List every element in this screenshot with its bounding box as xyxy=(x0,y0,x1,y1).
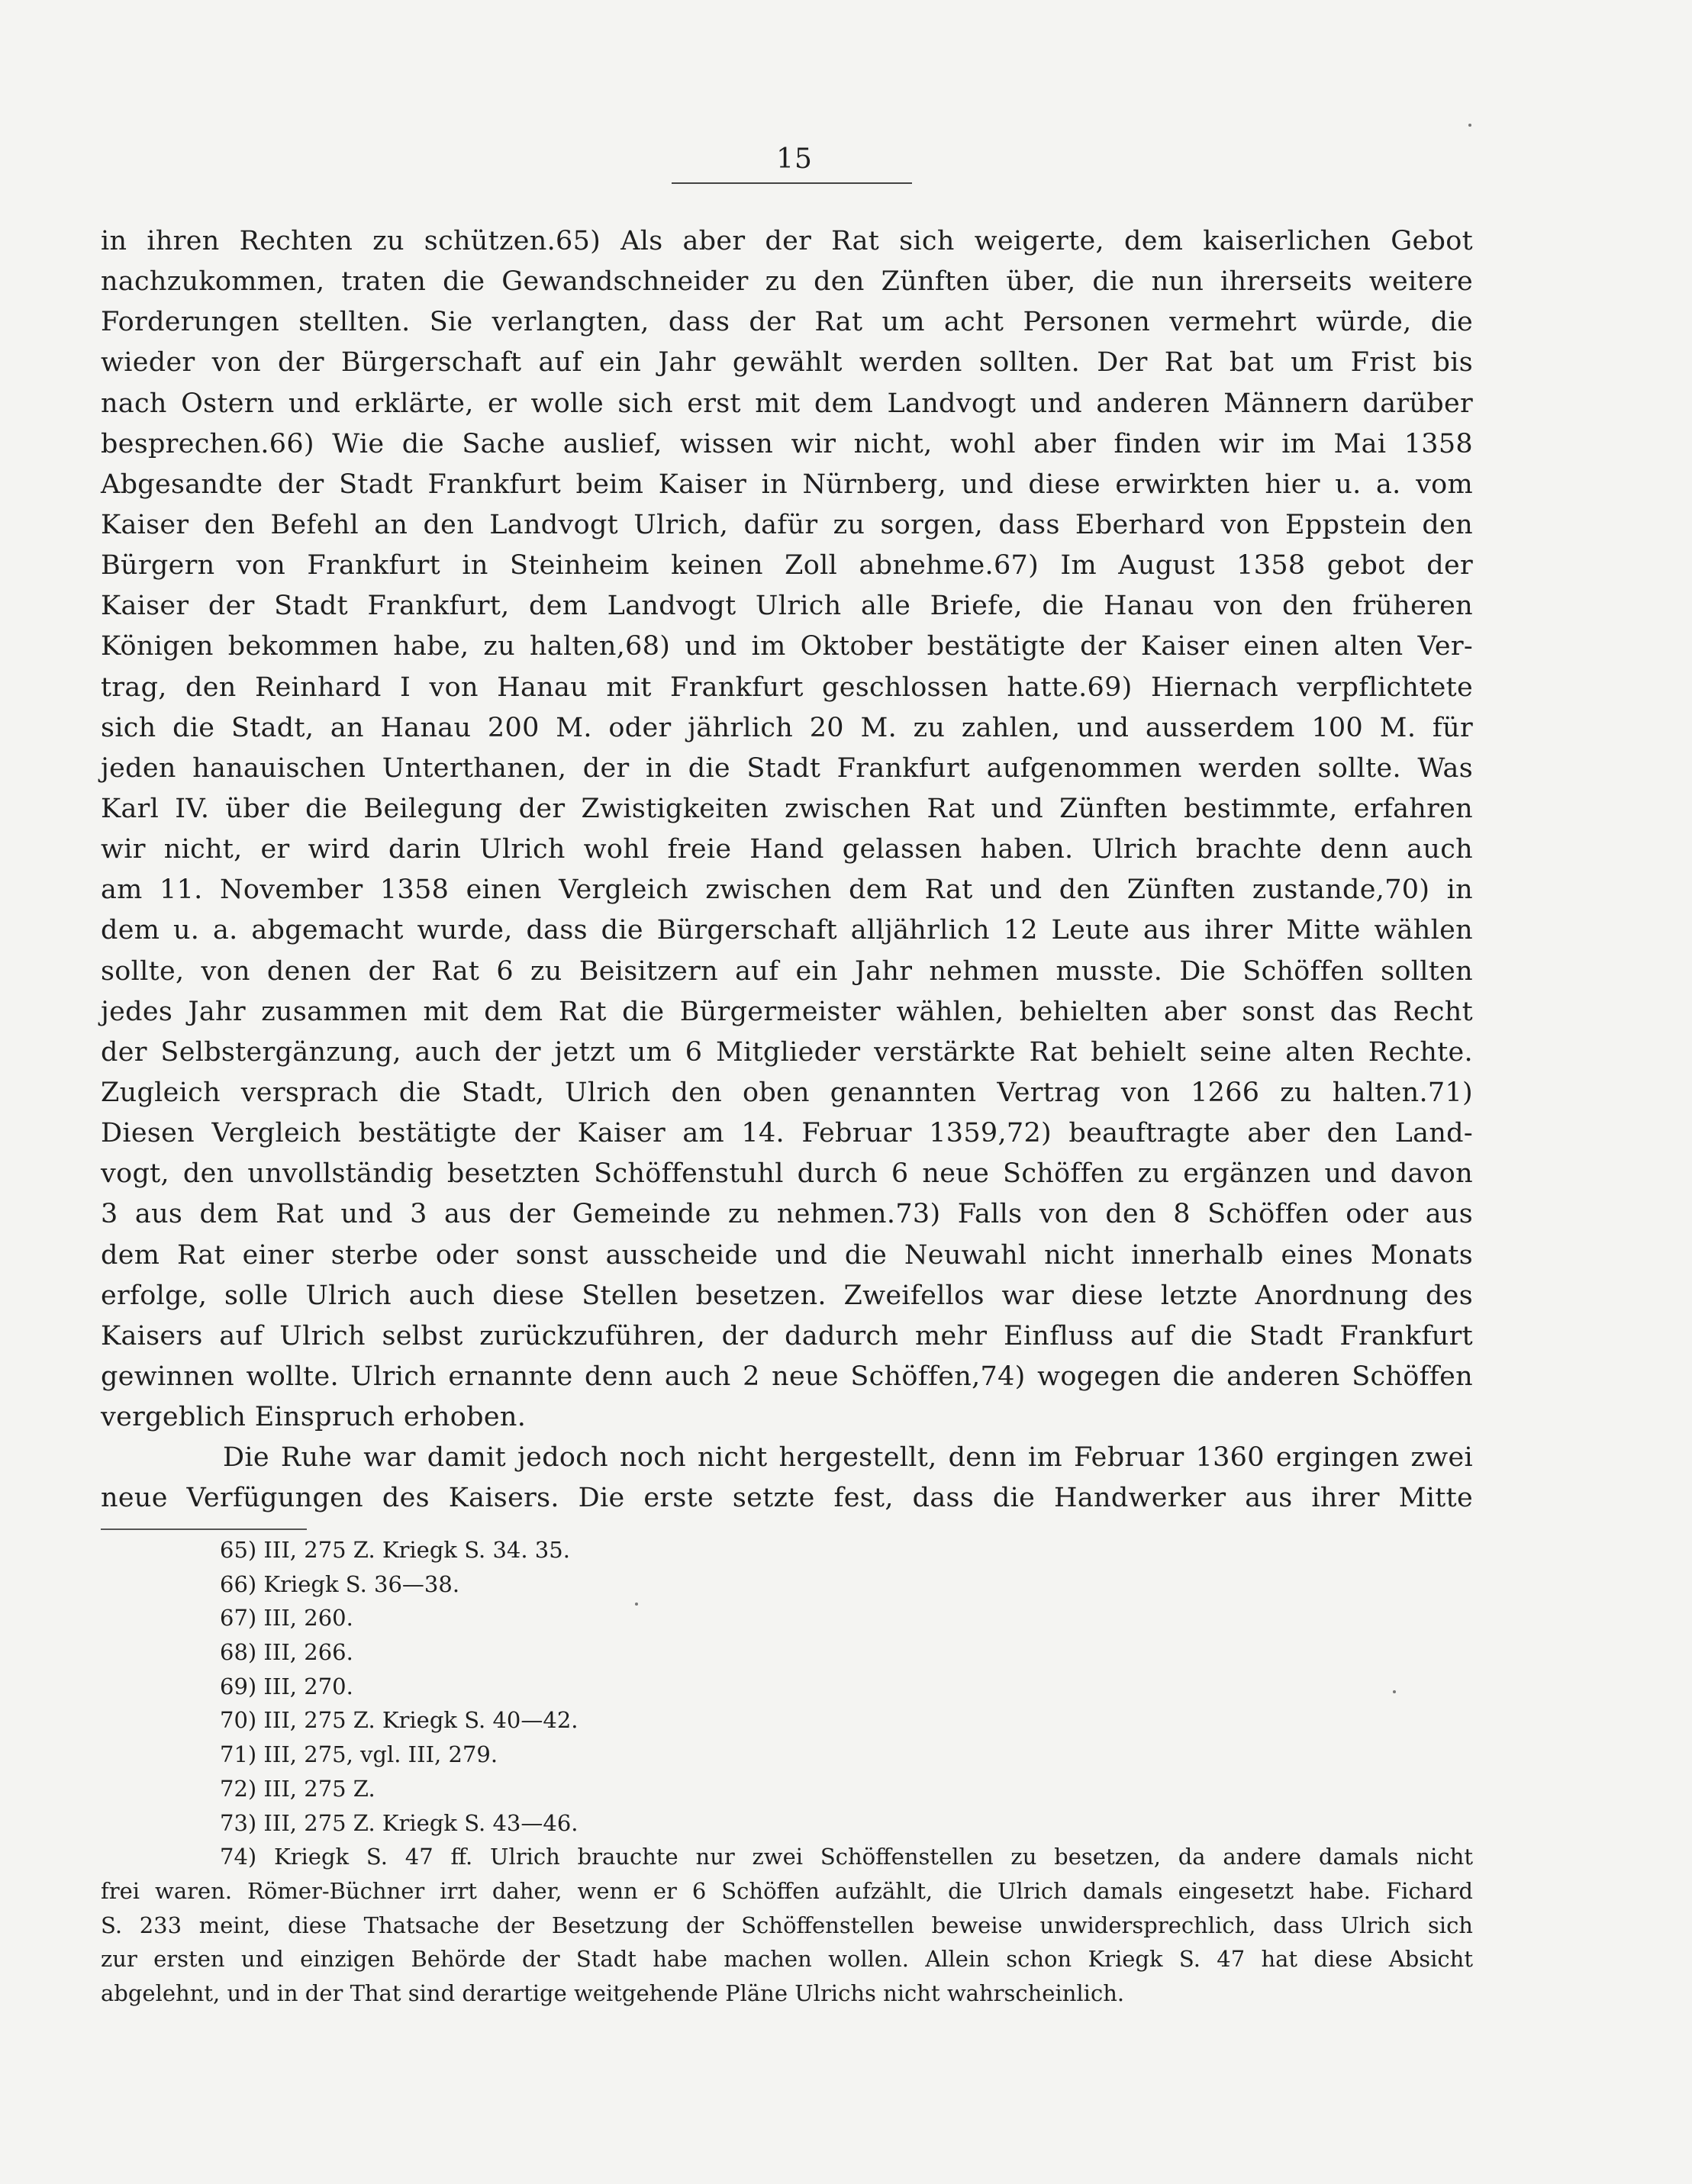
body-line: sich die Stadt, an Hanau 200 M. oder jährlich 20 M. zu zahlen, und ausserdem 100 M. für xyxy=(101,712,1473,743)
body-line: am 11. November 1358 einen Vergleich zwischen dem Rat und den Zünften zustande,70) in xyxy=(101,875,1473,906)
body-line: 3 aus dem Rat und 3 aus der Gemeinde zu nehmen.73) Falls von den 8 Schöffen oder aus xyxy=(101,1199,1473,1230)
footnote: 67) III, 260. xyxy=(220,1605,353,1632)
body-line: Kaiser der Stadt Frankfurt, dem Landvogt Ulrich alle Briefe, die Hanau von den früheren xyxy=(101,591,1473,622)
body-line: besprechen.66) Wie die Sache auslief, wissen wir nicht, wohl aber finden wir im Mai 1358 xyxy=(101,428,1473,459)
body-line: jedes Jahr zusammen mit dem Rat die Bürgermeister wählen, behielten aber sonst das Recht xyxy=(101,996,1473,1027)
body-line: wieder von der Bürgerschaft auf ein Jahr gewählt werden sollten. Der Rat bat um Frist bis xyxy=(101,347,1473,378)
body-line: Kaisers auf Ulrich selbst zurückzuführen, der dadurch mehr Einfluss auf die Stadt Frankfurt xyxy=(101,1320,1473,1351)
body-line: vergeblich Einspruch erhoben. xyxy=(101,1402,527,1433)
body-line: Kaiser den Befehl an den Landvogt Ulrich, dafür zu sorgen, dass Eberhard von Eppstein den xyxy=(101,509,1473,540)
body-text xyxy=(101,221,1473,1519)
footnote: 73) III, 275 Z. Kriegk S. 43—46. xyxy=(220,1809,579,1836)
body-line: sollte, von denen der Rat 6 zu Beisitzern auf ein Jahr nehmen musste. Die Schöffen sollten xyxy=(101,955,1473,987)
scan-speck xyxy=(1393,1690,1396,1693)
body-line: Königen bekommen habe, zu halten,68) und im Oktober bestätigte der Kaiser einen alten Ver- xyxy=(101,631,1473,662)
body-line: nachzukommen, traten die Gewandschneider zu den Zünften über, die nun ihrerseits weitere xyxy=(101,266,1473,298)
footnote: 66) Kriegk S. 36—38. xyxy=(220,1570,460,1597)
body-line: dem u. a. abgemacht wurde, dass die Bürgerschaft alljährlich 12 Leute aus ihrer Mitte wählen xyxy=(101,915,1473,946)
footnote: 70) III, 275 Z. Kriegk S. 40—42. xyxy=(220,1707,579,1734)
body-line: Zugleich versprach die Stadt, Ulrich den oben genannten Vertrag von 1266 zu halten.71) xyxy=(101,1077,1473,1108)
footnote: 65) III, 275 Z. Kriegk S. 34. 35. xyxy=(220,1537,570,1563)
body-line: Abgesandte der Stadt Frankfurt beim Kaiser in Nürnberg, und diese erwirkten hier u. a. vom xyxy=(101,469,1473,500)
body-line: Karl IV. über die Beilegung der Zwistigkeiten zwischen Rat und Zünften bestimmte, erfahren xyxy=(101,793,1473,824)
body-line: nach Ostern und erklärte, er wolle sich erst mit dem Landvogt und anderen Männern darüber xyxy=(101,388,1473,419)
body-line-paragraph-start: Die Ruhe war damit jedoch noch nicht hergestellt, denn im Februar 1360 ergingen zwei xyxy=(223,1442,1473,1474)
footnote-74-line: 74) Kriegk S. 47 ff. Ulrich brauchte nur zwei Schöffenstellen zu besetzen, da andere damals nicht xyxy=(220,1844,1473,1870)
footnote-74-line: frei waren. Römer-Büchner irrt daher, wenn er 6 Schöffen aufzählt, die Ulrich damals eingesetzt habe. Fichard xyxy=(101,1877,1473,1904)
page-number: 15 xyxy=(776,143,813,175)
footnote-74-line: abgelehnt, und in der That sind derartige weitgehende Pläne Ulrichs nicht wahrscheinlich. xyxy=(101,1979,1125,2006)
footnote-separator xyxy=(101,1528,307,1530)
body-line: Forderungen stellten. Sie verlangten, dass der Rat um acht Personen vermehrt würde, die xyxy=(101,307,1473,338)
body-line: Bürgern von Frankfurt in Steinheim keinen Zoll abnehme.67) Im August 1358 gebot der xyxy=(101,550,1473,581)
footnote: 71) III, 275, vgl. III, 279. xyxy=(220,1741,498,1768)
page-number-rule xyxy=(672,182,912,184)
footnote-74-line: zur ersten und einzigen Behörde der Stadt habe machen wollen. Allein schon Kriegk S. 47 hat diese Absicht xyxy=(101,1946,1473,1973)
footnote: 69) III, 270. xyxy=(220,1673,353,1699)
body-line: in ihren Rechten zu schützen.65) Als aber der Rat sich weigerte, dem kaiserlichen Gebot xyxy=(101,226,1473,256)
scan-speck xyxy=(635,1603,638,1606)
scan-speck xyxy=(1468,124,1471,127)
body-line: dem Rat einer sterbe oder sonst ausscheide und die Neuwahl nicht innerhalb eines Monats xyxy=(101,1239,1473,1271)
body-line: erfolge, solle Ulrich auch diese Stellen besetzen. Zweifellos war diese letzte Anordnung des xyxy=(101,1280,1473,1311)
body-line: neue Verfügungen des Kaisers. Die erste setzte fest, dass die Handwerker aus ihrer Mitte xyxy=(101,1483,1473,1514)
footnotes xyxy=(101,1533,1473,2011)
body-line: gewinnen wollte. Ulrich ernannte denn auch 2 neue Schöffen,74) wogegen die anderen Schöffen xyxy=(101,1361,1473,1392)
footnote: 68) III, 266. xyxy=(220,1639,353,1666)
body-line: wir nicht, er wird darin Ulrich wohl freie Hand gelassen haben. Ulrich brachte denn auch xyxy=(101,834,1473,865)
body-line: Diesen Vergleich bestätigte der Kaiser am 14. Februar 1359,72) beauftragte aber den Land- xyxy=(101,1118,1473,1149)
body-line: jeden hanauischen Unterthanen, der in die Stadt Frankfurt aufgenommen werden sollte. Was xyxy=(101,752,1473,784)
footnote-74-line: S. 233 meint, diese Thatsache der Besetzung der Schöffenstellen beweise unwidersprechlich, dass Ulrich sich xyxy=(101,1912,1473,1938)
body-line: trag, den Reinhard I von Hanau mit Frankfurt geschlossen hatte.69) Hiernach verpflichtete xyxy=(101,672,1473,703)
body-line: vogt, den unvollständig besetzten Schöffenstuhl durch 6 neue Schöffen zu ergänzen und davon xyxy=(101,1158,1473,1190)
body-line: der Selbstergänzung, auch der jetzt um 6 Mitglieder verstärkte Rat behielt seine alten Rechte. xyxy=(101,1036,1473,1068)
footnote: 72) III, 275 Z. xyxy=(220,1775,375,1802)
